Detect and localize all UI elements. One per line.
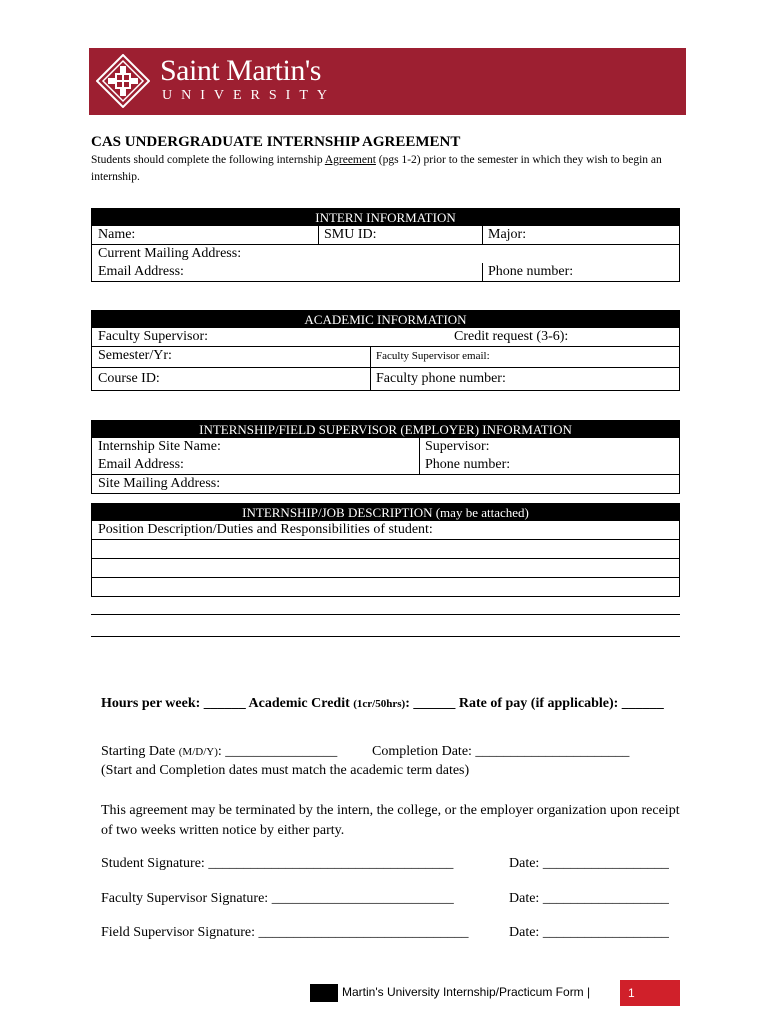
faculty-phone-field[interactable]: Faculty phone number: (376, 371, 506, 386)
academic-credit-field[interactable]: Academic Credit (1cr/50hrs): ______ (248, 696, 456, 711)
student-signature-field[interactable]: Student Signature: ___________________________________ (101, 856, 454, 871)
mailing-address-field[interactable]: Current Mailing Address: (98, 246, 242, 261)
intern-information-table (91, 208, 680, 282)
logo-name: Saint Martin's (160, 54, 321, 87)
site-name-field[interactable]: Internship Site Name: (98, 439, 221, 454)
position-description-field[interactable]: Position Description/Duties and Responsibilities of student: (98, 522, 433, 537)
faculty-signature-field[interactable]: Faculty Supervisor Signature: __________________________ (101, 891, 454, 906)
description-line[interactable] (92, 558, 679, 577)
faculty-supervisor-field[interactable]: Faculty Supervisor: (98, 329, 209, 344)
major-field[interactable]: Major: (488, 227, 527, 242)
job-description-table (91, 503, 680, 597)
completion-date-field[interactable]: Completion Date: ______________________ (372, 744, 630, 759)
employer-information-table (91, 420, 680, 494)
semester-field[interactable]: Semester/Yr: (98, 348, 172, 363)
footer-black-box (310, 984, 338, 1002)
section-header: INTERN INFORMATION (92, 209, 679, 226)
supervisor-field[interactable]: Supervisor: (425, 439, 490, 454)
rate-of-pay-field[interactable]: Rate of pay (if applicable): ______ (458, 696, 664, 711)
section-header: INTERNSHIP/FIELD SUPERVISOR (EMPLOYER) INFORMATION (92, 421, 679, 438)
agreement-link[interactable]: Agreement (324, 154, 376, 166)
logo-subtitle: UNIVERSITY (162, 88, 336, 103)
credit-request-field[interactable]: Credit request (3-6): (454, 329, 569, 344)
footer-text: Martin's University Internship/Practicum Form | (342, 985, 591, 999)
name-field[interactable]: Name: (98, 227, 136, 242)
field-supervisor-signature-field[interactable]: Field Supervisor Signature: ______________________________ (101, 925, 469, 940)
phone-field[interactable]: Phone number: (488, 264, 574, 279)
description-line[interactable] (91, 636, 680, 637)
hours-per-week-field[interactable]: Hours per week: ______ (101, 696, 246, 711)
faculty-date-field[interactable]: Date: __________________ (509, 891, 669, 906)
description-line[interactable] (92, 577, 679, 596)
employer-email-field[interactable]: Email Address: (98, 457, 184, 472)
student-date-field[interactable]: Date: __________________ (509, 856, 669, 871)
hours-row (101, 696, 664, 712)
faculty-email-field[interactable]: Faculty Supervisor email: (376, 350, 490, 362)
section-header: INTERNSHIP/JOB DESCRIPTION (may be attached) (92, 504, 679, 521)
dates-note: (Start and Completion dates must match the academic term dates) (101, 763, 470, 778)
page-number: 1 (620, 980, 680, 1006)
university-banner (89, 48, 686, 115)
email-field[interactable]: Email Address: (98, 264, 184, 279)
intro-text: Students should complete the following internship Agreement (pgs 1-2) prior to the semester in which they wish to begin an internship. (91, 154, 662, 183)
description-line[interactable] (92, 539, 679, 558)
course-id-field[interactable]: Course ID: (98, 371, 160, 386)
start-date-field[interactable]: Starting Date (M/D/Y): ________________ (101, 744, 338, 759)
academic-information-table (91, 310, 680, 391)
document-title: CAS UNDERGRADUATE INTERNSHIP AGREEMENT (91, 134, 461, 150)
smu-id-field[interactable]: SMU ID: (324, 227, 377, 242)
field-supervisor-date-field[interactable]: Date: __________________ (509, 925, 669, 940)
site-mailing-address-field[interactable]: Site Mailing Address: (98, 476, 221, 491)
university-crest-icon (96, 54, 150, 108)
employer-phone-field[interactable]: Phone number: (425, 457, 511, 472)
termination-text: This agreement may be terminated by the intern, the college, or the employer organization upon receipt of two weeks written notice by either party. (101, 803, 680, 838)
section-header: ACADEMIC INFORMATION (92, 311, 679, 328)
description-line[interactable] (91, 614, 680, 615)
